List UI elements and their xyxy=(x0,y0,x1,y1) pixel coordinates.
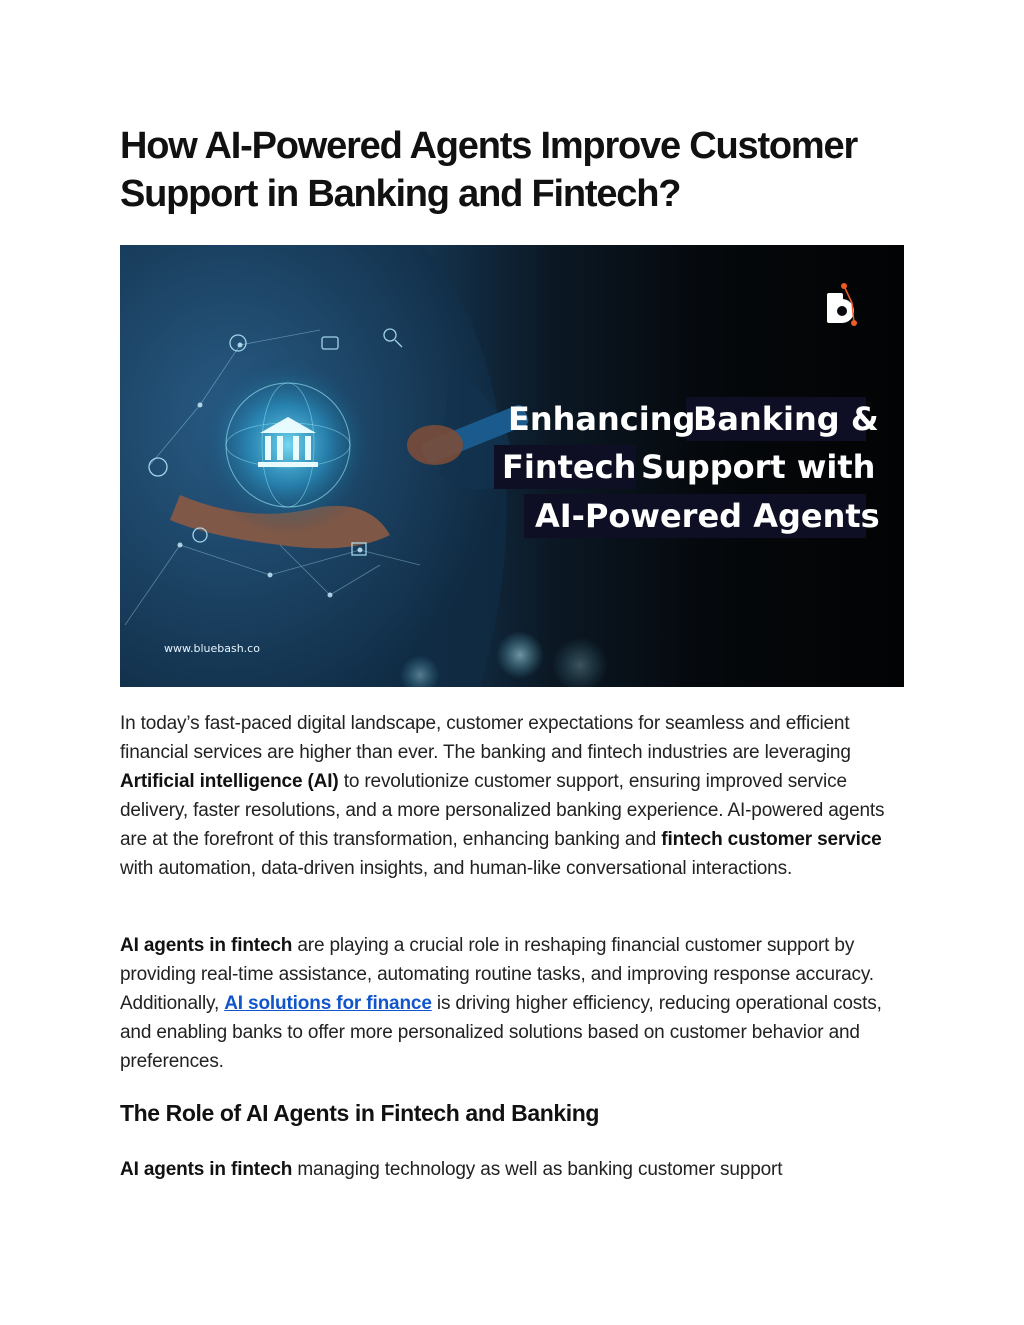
hero-headline-line2a: Fintech xyxy=(502,448,637,486)
hero-headline-line2b: Support with xyxy=(641,448,876,486)
hero-headline-line1b: Banking & xyxy=(693,400,879,438)
intro-paragraph: In today’s fast-paced digital landscape, customer expectations for seamless and efficient financial services are higher than ever. The banking and fintech industries are leveraging Artificial intelligence (AI) to revolutionize customer support, ensuring improved service delivery, faster resolutions, and a more personalized banking experience. AI-powered agents are at the forefront of this transformation, enhancing banking and fintech customer service with automation, data-driven insights, and human-like conversational interactions. xyxy=(120,713,885,879)
article-title: How AI-Powered Agents Improve Customer Support in Banking and Fintech? xyxy=(120,125,858,215)
bold-ai-agents: AI agents in fintech xyxy=(120,935,293,956)
hero-website: www.bluebash.co xyxy=(164,642,260,655)
bold-fintech-service: fintech customer service xyxy=(661,829,882,850)
bold-ai-agents-2: AI agents in fintech xyxy=(120,1159,293,1180)
third-paragraph: AI agents in fintech managing technology as well as banking customer support xyxy=(120,1159,783,1180)
hero-headline-line3: AI-Powered Agents xyxy=(535,497,880,535)
section-heading: The Role of AI Agents in Fintech and Banking xyxy=(120,1100,600,1126)
hero-banner-image xyxy=(120,245,904,687)
ai-solutions-finance-link[interactable]: AI solutions for finance xyxy=(224,993,432,1014)
bold-ai-term: Artificial intelligence (AI) xyxy=(120,771,339,792)
hero-headline-line1a: Enhancing xyxy=(508,400,696,438)
second-paragraph: AI agents in fintech are playing a crucial role in reshaping financial customer support by providing real-time assistance, automating routine tasks, and improving response accuracy. Additionally, AI solutions for finance is driving higher efficiency, reducing operational costs, and enabling banks to offer more personalized solutions based on customer behavior and preferences. xyxy=(120,935,882,1072)
